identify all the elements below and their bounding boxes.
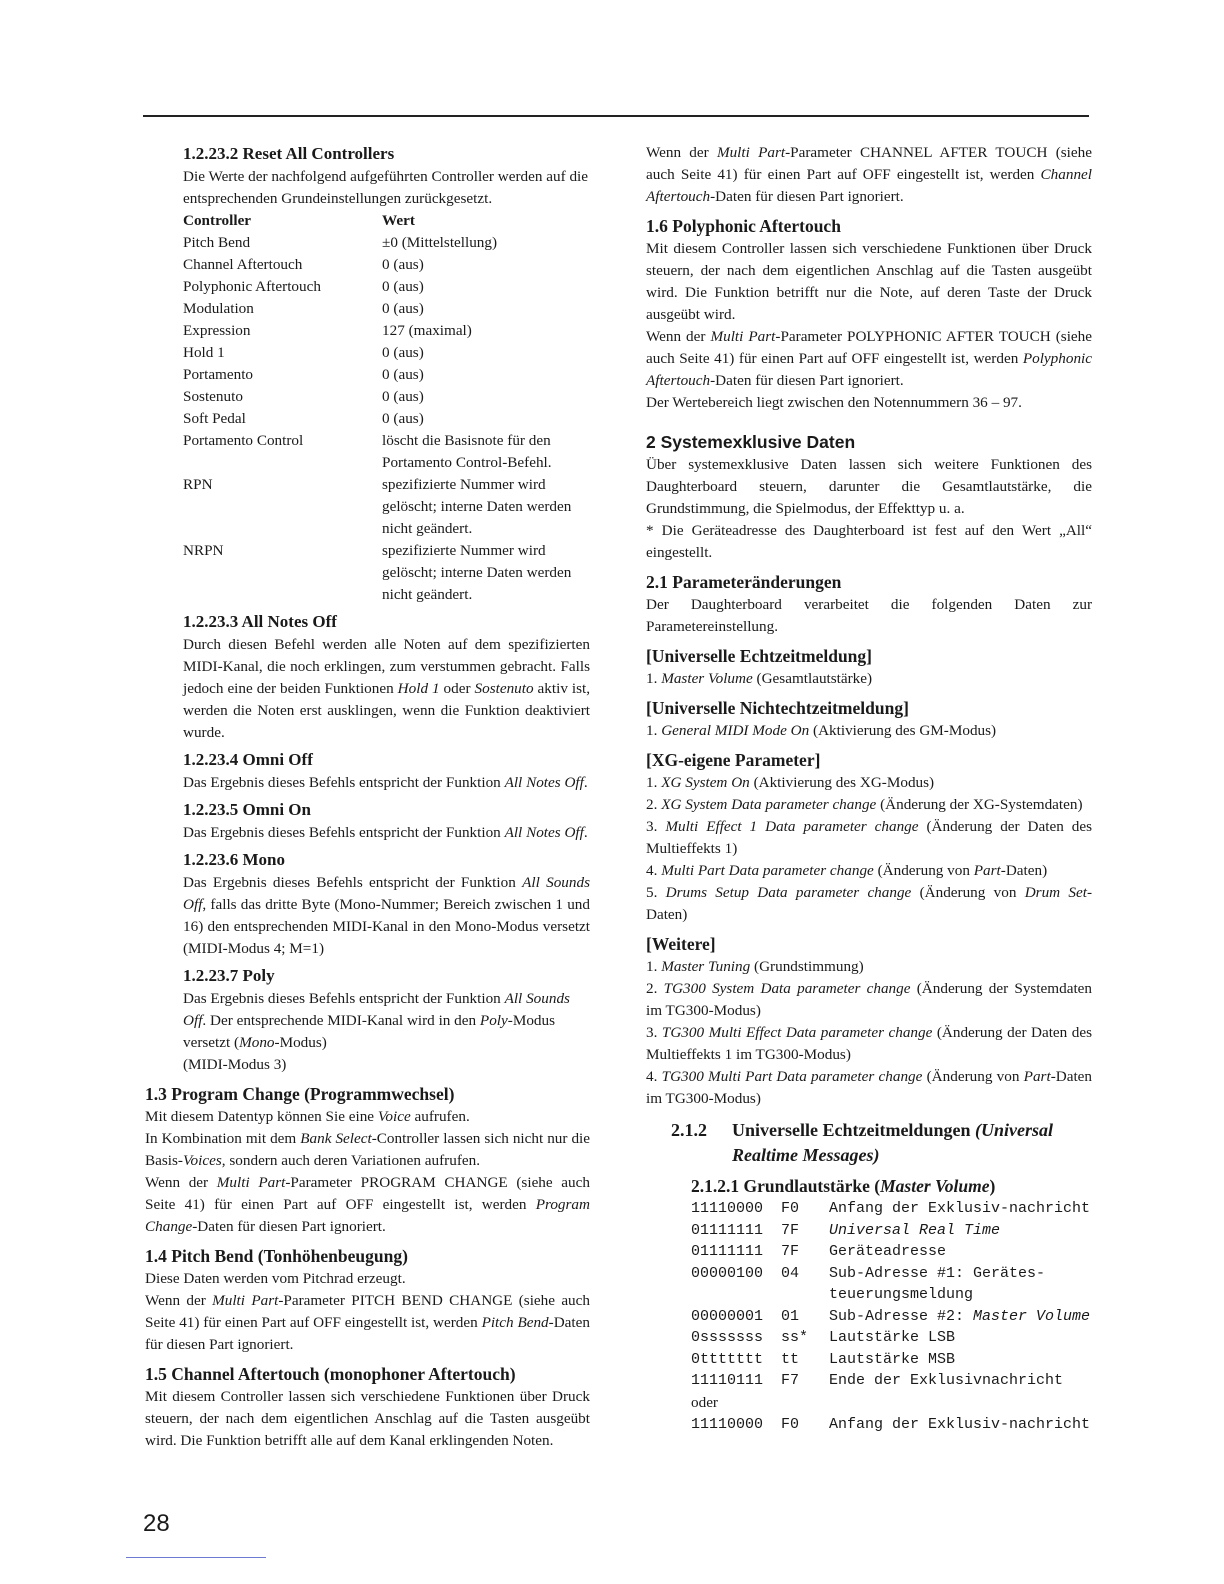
list-term: General MIDI Mode On	[661, 722, 810, 739]
heading-omni-off: 1.2.23.4 Omni Off	[183, 750, 313, 769]
heading-omni-on: 1.2.23.5 Omni On	[183, 800, 311, 819]
section-omni-off	[145, 748, 590, 794]
heading-all-notes-off: 1.2.23.3 All Notes Off	[183, 612, 337, 631]
list-desc: (Änderung von	[873, 862, 974, 879]
controller-name: Portamento	[183, 366, 254, 383]
list-desc: (Änderung der Daten des Multieffekts 1 im TG300-Modus)	[646, 1024, 1093, 1063]
list-number: 1.	[646, 722, 662, 739]
all-notes-off-text: Durch diesen Befehl werden alle Noten auf dem spezifizierten MIDI-Kanal, die noch erklingen, zum verstummen gebracht. Falls jedoch eine der beiden Funktionen Hold 1 oder Sostenuto aktiv ist, werden die Noten erst ausklingen, wenn die Funktion deaktiviert wurde.	[183, 636, 591, 741]
controller-name: Polyphonic Aftertouch	[183, 278, 321, 295]
controller-header: Controller	[183, 212, 252, 229]
left-column	[145, 140, 590, 1452]
message-description	[829, 1220, 1092, 1242]
message-row	[691, 1198, 1092, 1220]
poly-midi-mode: (MIDI-Modus 3)	[183, 1056, 287, 1073]
list-number: 1.	[646, 774, 662, 791]
section-reset-all-controllers	[145, 142, 590, 606]
controller-name: Portamento Control	[183, 432, 304, 449]
heading-xg-eigene-parameter: [XG-eigene Parameter]	[646, 750, 821, 770]
heading-channel-aftertouch: 1.5 Channel Aftertouch (monophoner Aftertouch)	[145, 1364, 516, 1384]
list-weitere	[646, 956, 1092, 1110]
description-text: Lautstärke MSB	[829, 1350, 956, 1368]
heading-mono: 1.2.23.6 Mono	[183, 850, 285, 869]
message-binary: 0sssssss	[691, 1329, 764, 1346]
description-text: Anfang der Exklusiv-nachricht	[829, 1415, 1091, 1433]
list-term: TG300 System Data parameter change	[663, 980, 911, 997]
description-text: Anfang der Exklusiv-nachricht	[829, 1200, 1091, 1217]
section-all-notes-off	[145, 610, 590, 744]
list-universelle-nichtechtzeit	[646, 720, 1092, 742]
program-change-p1: Mit diesem Datentyp können Sie eine Voice aufrufen.	[145, 1108, 470, 1125]
section-mono	[145, 848, 590, 960]
controller-value: 0 (aus)	[382, 410, 424, 427]
message-hex: F7	[781, 1372, 800, 1389]
controller-name: Expression	[183, 322, 251, 339]
heading-parameteraenderungen: 2.1 Parameteränderungen	[646, 572, 842, 592]
pitch-bend-p2: Wenn der Multi Part-Parameter PITCH BEND CHANGE (siehe auch Seite 41) für einen Part auf OFF eingestellt ist, werden Pitch Bend-Daten für diesen Part ignoriert.	[145, 1292, 590, 1353]
list-number: 3.	[646, 818, 666, 835]
message-description	[829, 1327, 1092, 1349]
heading-universelle-echtzeitmeldungen	[646, 1118, 1092, 1168]
page-number: 28	[143, 1510, 170, 1537]
controller-name: NRPN	[183, 542, 224, 559]
controller-name: Modulation	[183, 300, 254, 317]
list-term: Drums Setup Data parameter change	[665, 884, 912, 901]
heading-reset-all-controllers: 1.2.23.2 Reset All Controllers	[183, 144, 395, 163]
message-hex: F0	[781, 1200, 800, 1217]
section-number: 2.1.2	[671, 1120, 707, 1140]
list-item	[646, 720, 1092, 742]
sysex-note: * Die Geräteadresse des Daughterboard ist fest auf den Wert „All“ eingestellt.	[646, 522, 1092, 561]
channel-aftertouch-p1: Mit diesem Controller lassen sich verschiedene Funktionen über Druck steuern, der nach dem eigentlichen Anschlag auf die Tasten ausgeübt wird. Die Funktion betrifft alle auf dem Kanal erklingenden Noten.	[145, 1388, 590, 1449]
program-change-p2: In Kombination mit dem Bank Select-Controller lassen sich nicht nur die Basis-Voices, sondern auch deren Variationen aufrufen.	[145, 1130, 591, 1169]
controller-value: ±0 (Mittelstellung)	[382, 234, 498, 251]
list-desc: (Aktivierung des GM-Modus)	[809, 722, 997, 739]
controller-name: Sostenuto	[183, 388, 243, 405]
polyphonic-aftertouch-p3: Der Wertebereich liegt zwischen den Notennummern 36 – 97.	[646, 394, 1022, 411]
list-item	[646, 772, 1092, 794]
polyphonic-aftertouch-p1: Mit diesem Controller lassen sich verschiedene Funktionen über Druck steuern, der nach dem eigentlichen Anschlag auf die Tasten ausgeübt wird. Die Funktion betrifft nur die Note, auf deren Taste der Druck ausgeübt wird.	[646, 240, 1092, 323]
section-poly	[145, 964, 590, 1076]
heading-poly: 1.2.23.7 Poly	[183, 966, 275, 985]
controller-value: 0 (aus)	[382, 256, 424, 273]
message-row	[691, 1220, 1092, 1242]
list-desc: (Änderung von	[922, 1068, 1024, 1085]
omni-off-text: Das Ergebnis dieses Befehls entspricht der Funktion All Notes Off.	[183, 774, 588, 791]
list-desc: (Änderung der Systemdaten im TG300-Modus)	[646, 980, 1093, 1019]
list-item	[646, 794, 1092, 816]
list-item	[646, 956, 1092, 978]
message-binary: 01111111	[691, 1221, 764, 1239]
message-description	[829, 1306, 1092, 1328]
list-term: XG System On	[661, 774, 750, 791]
list-desc: (Änderung der Daten des Multieffekts 1)	[646, 818, 1093, 857]
list-desc: (Änderung der XG-Systemdaten)	[876, 796, 1083, 813]
list-item	[646, 1066, 1092, 1110]
controller-value: 0 (aus)	[382, 300, 424, 317]
message-row	[691, 1263, 1092, 1306]
list-item	[646, 860, 1092, 882]
list-term: Multi Part Data parameter change	[661, 862, 874, 879]
message-row	[691, 1241, 1092, 1263]
message-hex: 01	[781, 1307, 800, 1325]
list-number: 1.	[646, 670, 662, 687]
wert-header: Wert	[382, 212, 415, 229]
list-term: TG300 Multi Part Data parameter change	[661, 1068, 923, 1085]
description-term: Universal Real Time	[829, 1221, 1001, 1239]
list-desc: (Grundstimmung)	[750, 958, 864, 975]
message-binary: 00000001	[691, 1307, 764, 1325]
list-desc: (Änderung von	[911, 884, 1025, 901]
message-row	[691, 1370, 1092, 1392]
description-text: Ende der Exklusivnachricht	[829, 1372, 1064, 1389]
list-term: XG System Data parameter change	[661, 796, 877, 813]
list-item	[646, 668, 1092, 690]
section-omni-on	[145, 798, 590, 844]
controller-value: löscht die Basisnote für den Portamento Control-Befehl.	[382, 432, 552, 471]
message-row	[691, 1349, 1092, 1371]
message-description	[829, 1414, 1092, 1436]
list-desc: -Daten)	[1000, 862, 1048, 879]
heading-universelle-nichtechtzeitmeldung: [Universelle Nichtechtzeitmeldung]	[646, 698, 909, 718]
description-term: Master Volume	[973, 1307, 1091, 1325]
reset-intro: Die Werte der nachfolgend aufgeführten Controller werden auf die entsprechenden Grundeinstellungen zurückgesetzt.	[183, 168, 589, 207]
controller-name: Hold 1	[183, 344, 225, 361]
section-channel-aftertouch	[145, 1362, 590, 1452]
list-number: 3.	[646, 1024, 662, 1041]
list-number: 1.	[646, 958, 662, 975]
oder-label: oder	[691, 1393, 718, 1411]
polyphonic-aftertouch-p2: Wenn der Multi Part-Parameter POLYPHONIC AFTER TOUCH (siehe auch Seite 41) für einen Part auf OFF eingestellt ist, werden Polyphonic Aftertouch-Daten für diesen Part ignoriert.	[646, 328, 1093, 389]
heading-polyphonic-aftertouch: 1.6 Polyphonic Aftertouch	[646, 216, 841, 236]
section-title: Universelle Echtzeitmeldungen (Universal Realtime Messages)	[732, 1120, 1053, 1165]
controller-name: Pitch Bend	[183, 234, 251, 251]
master-volume-message-table	[646, 1198, 1092, 1435]
description-text: Sub-Adresse #1: Gerätes-teuerungsmeldung	[829, 1264, 1046, 1303]
message-hex: ss*	[781, 1329, 809, 1346]
message-binary: 00000100	[691, 1264, 764, 1282]
message-description	[829, 1370, 1092, 1392]
message-binary: 0ttttttt	[691, 1350, 764, 1368]
controller-value: 0 (aus)	[382, 388, 424, 405]
list-item	[646, 1022, 1092, 1066]
heading-pitch-bend: 1.4 Pitch Bend (Tonhöhenbeugung)	[145, 1246, 408, 1266]
message-row	[691, 1327, 1092, 1349]
channel-aftertouch-continued: Wenn der Multi Part-Parameter CHANNEL AFTER TOUCH (siehe auch Seite 41) für einen Part auf OFF eingestellt ist, werden Channel Aftertouch-Daten für diesen Part ignoriert.	[646, 144, 1092, 205]
heading-weitere: [Weitere]	[646, 934, 716, 954]
message-hex: 04	[781, 1264, 800, 1282]
message-hex: 7F	[781, 1221, 800, 1239]
list-number: 5.	[646, 884, 666, 901]
list-desc: -Daten im TG300-Modus)	[646, 1068, 1093, 1107]
omni-on-text: Das Ergebnis dieses Befehls entspricht der Funktion All Notes Off.	[183, 824, 588, 841]
list-term: TG300 Multi Effect Data parameter change	[661, 1024, 933, 1041]
message-hex: 7F	[781, 1243, 800, 1260]
list-universelle-echtzeit	[646, 668, 1092, 690]
pitch-bend-p1: Diese Daten werden vom Pitchrad erzeugt.	[145, 1270, 406, 1287]
list-number: 4.	[646, 862, 662, 879]
parameteraenderungen-p1: Der Daughterboard verarbeitet die folgenden Daten zur Parametereinstellung.	[646, 596, 1092, 635]
controller-name: RPN	[183, 476, 213, 493]
controller-name: Soft Pedal	[183, 410, 246, 427]
message-hex: tt	[781, 1350, 800, 1368]
description-text: Sub-Adresse #2:	[829, 1307, 974, 1325]
message-row	[691, 1306, 1092, 1328]
heading-program-change: 1.3 Program Change (Programmwechsel)	[145, 1084, 455, 1104]
section-pitch-bend	[145, 1244, 590, 1356]
heading-systemexklusive-daten: 2 Systemexklusive Daten	[646, 432, 856, 452]
list-item	[646, 816, 1092, 860]
message-binary: 11110000	[691, 1200, 764, 1217]
list-xg-parameter	[646, 772, 1092, 926]
list-number: 2.	[646, 980, 664, 997]
heading-universelle-echtzeitmeldung: [Universelle Echtzeitmeldung]	[646, 646, 872, 666]
list-term: Master Tuning	[661, 958, 751, 975]
message-binary: 11110000	[691, 1415, 764, 1433]
list-term: Master Volume	[661, 670, 753, 687]
controller-value: 0 (aus)	[382, 278, 424, 295]
controller-table	[183, 210, 590, 606]
description-text: Lautstärke LSB	[829, 1329, 956, 1346]
top-rule	[143, 115, 1089, 117]
message-description	[829, 1263, 1092, 1306]
sysex-p1: Über systemexklusive Daten lassen sich weitere Funktionen des Daughterboard steuern, darunter die Gesamtlautstärke, die Grundstimmung, die Spielmodus, der Effekttyp u. a.	[646, 456, 1092, 517]
list-desc: -Daten)	[646, 884, 1093, 923]
program-change-p3: Wenn der Multi Part-Parameter PROGRAM CHANGE (siehe auch Seite 41) für einen Part auf OFF eingestellt ist, werden Program Change-Daten für diesen Part ignoriert.	[145, 1174, 590, 1235]
section-program-change	[145, 1082, 590, 1238]
list-desc: (Aktivierung des XG-Modus)	[749, 774, 935, 791]
description-text: Geräteadresse	[829, 1243, 947, 1260]
mono-text: Das Ergebnis dieses Befehls entspricht der Funktion All Sounds Off, falls das dritte Byte (Mono-Nummer; Bereich zwischen 1 und 16) den entsprechenden MIDI-Kanal in den Mono-Modus versetzt (MIDI-Modus 4; M=1)	[183, 874, 590, 957]
list-term: Part	[973, 862, 1001, 879]
message-binary: 01111111	[691, 1243, 764, 1260]
list-number: 4.	[646, 1068, 662, 1085]
list-item	[646, 978, 1092, 1022]
list-term: Multi Effect 1 Data parameter change	[665, 818, 919, 835]
controller-name: Channel Aftertouch	[183, 256, 303, 273]
message-description	[829, 1198, 1092, 1220]
message-hex: F0	[781, 1415, 800, 1433]
bottom-rule	[126, 1557, 266, 1558]
poly-text: Das Ergebnis dieses Befehls entspricht der Funktion All Sounds Off. Der entsprechende MIDI-Kanal wird in den Poly-Modus versetzt (Mono-Modus)	[183, 990, 570, 1051]
message-row	[691, 1414, 1092, 1436]
right-column	[646, 140, 1092, 1435]
controller-value: 0 (aus)	[382, 344, 424, 361]
controller-value: 127 (maximal)	[382, 322, 472, 339]
controller-value: spezifizierte Nummer wird gelöscht; interne Daten werden nicht geändert.	[382, 542, 572, 603]
list-term: Drum Set	[1024, 884, 1087, 901]
list-number: 2.	[646, 796, 662, 813]
controller-value: spezifizierte Nummer wird gelöscht; interne Daten werden nicht geändert.	[382, 476, 572, 537]
heading-grundlautstaerke: 2.1.2.1 Grundlautstärke (Master Volume)	[691, 1176, 996, 1196]
list-term: Part	[1023, 1068, 1051, 1085]
message-binary: 11110111	[691, 1372, 764, 1389]
message-description	[829, 1349, 1092, 1371]
message-description	[829, 1241, 1092, 1263]
list-desc: (Gesamtlautstärke)	[752, 670, 873, 687]
list-item	[646, 882, 1092, 926]
controller-value: 0 (aus)	[382, 366, 424, 383]
